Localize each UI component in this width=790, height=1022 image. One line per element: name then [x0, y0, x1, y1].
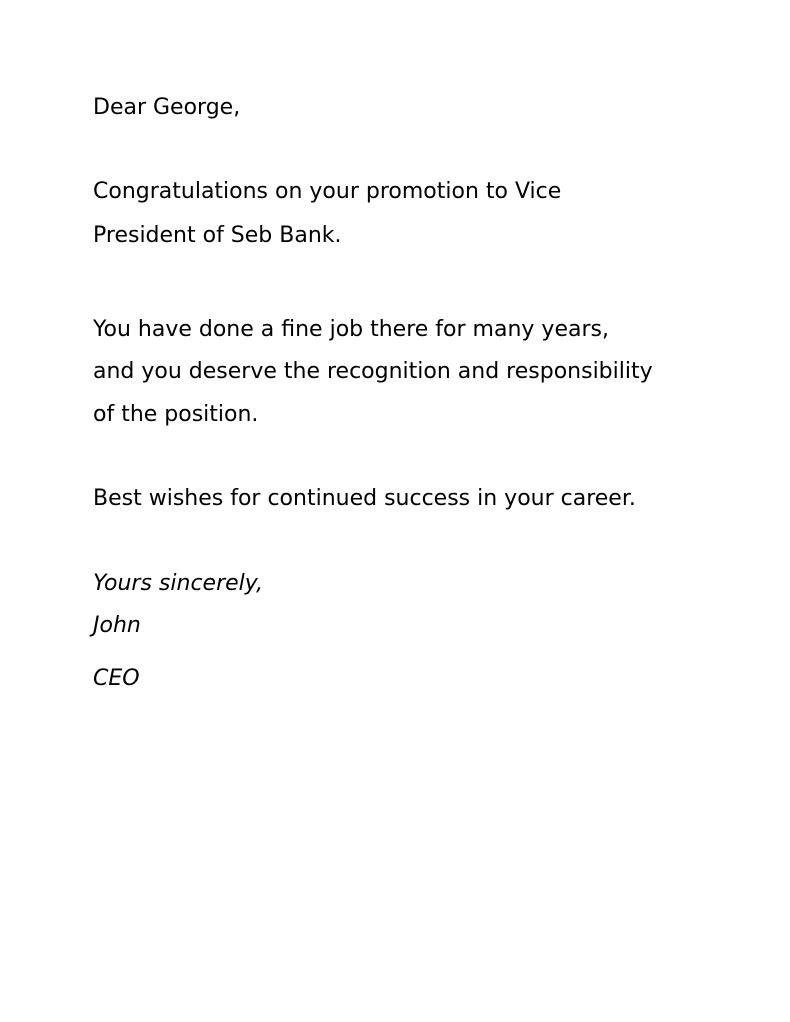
- paragraph-line: Best wishes for continued success in your career.: [93, 486, 636, 511]
- paragraph-line: You have done a fine job there for many years,: [93, 317, 609, 342]
- paragraph-line: Congratulations on your promotion to Vice: [93, 179, 562, 204]
- paragraph-line: and you deserve the recognition and responsibility: [93, 359, 653, 384]
- paragraph-line: of the position.: [93, 402, 259, 427]
- signature-title: CEO: [93, 666, 140, 691]
- signature-name: John: [93, 613, 141, 638]
- paragraph-line: President of Seb Bank.: [93, 223, 342, 248]
- closing: Yours sincerely,: [93, 571, 264, 596]
- salutation: Dear George,: [93, 95, 241, 120]
